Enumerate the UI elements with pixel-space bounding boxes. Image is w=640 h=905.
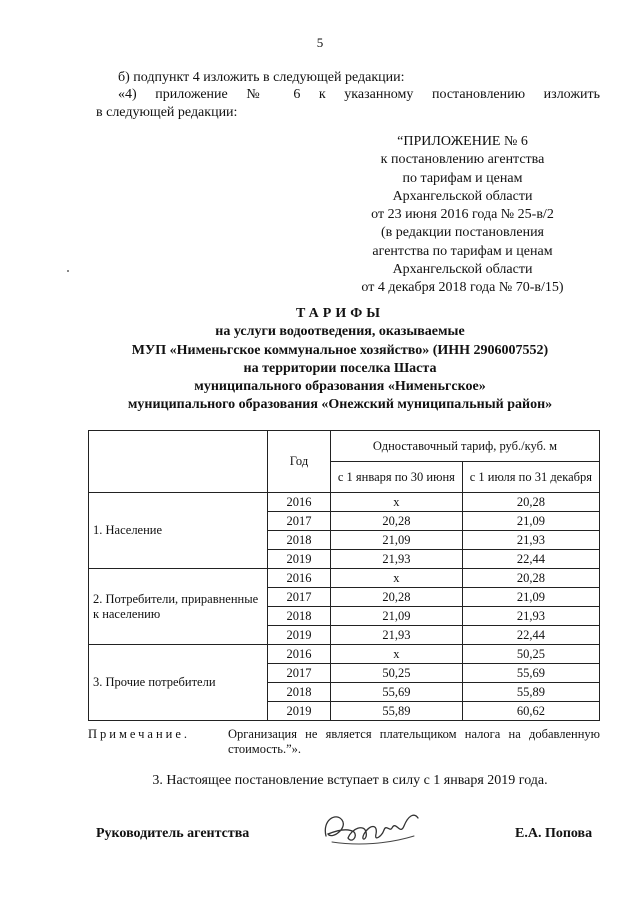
title-line: муниципального образования «Нименьгское» — [194, 379, 486, 395]
appendix-line: (в редакции постановления — [380, 225, 545, 241]
year-cell: 2018 — [268, 683, 331, 702]
tariff-h1-cell: 20,28 — [331, 512, 463, 531]
year-cell: 2019 — [268, 702, 331, 721]
tariff-h2-cell: 22,44 — [462, 626, 599, 645]
header-period-1: с 1 января по 30 июня — [331, 462, 463, 493]
title-main: ТАРИФЫ — [296, 306, 384, 321]
tariff-h1-cell: х — [331, 645, 463, 664]
effective-date-clause: 3. Настоящее постановление вступает в силу с 1 января 2019 года. — [152, 773, 548, 788]
tariff-table — [88, 430, 600, 721]
tariff-h1-cell: 50,25 — [331, 664, 463, 683]
intro-line-2: «4) приложение № 6 к указанному постановлению изложить — [118, 87, 600, 102]
year-cell: 2019 — [268, 626, 331, 645]
year-cell: 2017 — [268, 664, 331, 683]
appendix-line: агентства по тарифам и ценам — [372, 243, 553, 259]
tariff-h2-cell: 21,93 — [462, 531, 599, 550]
tariff-h2-cell: 55,69 — [462, 664, 599, 683]
tariff-h2-cell: 55,89 — [462, 683, 599, 702]
tariff-h1-cell: х — [331, 569, 463, 588]
year-cell: 2017 — [268, 588, 331, 607]
appendix-line: Архангельской области — [392, 188, 533, 204]
title-line: на территории поселка Шаста — [243, 360, 437, 376]
tariff-h2-cell: 22,44 — [462, 550, 599, 569]
appendix-line: по тарифам и ценам — [402, 170, 523, 186]
note-text: Организация не является плательщиком налога на добавленную стоимость.”». — [228, 727, 600, 756]
year-cell: 2019 — [268, 550, 331, 569]
tariff-h1-cell: 21,09 — [331, 531, 463, 550]
tariff-h1-cell: 21,93 — [331, 626, 463, 645]
tariff-h1-cell: 20,28 — [331, 588, 463, 607]
category-cell: 3. Прочие потребители — [89, 645, 268, 721]
appendix-line: от 4 декабря 2018 года № 70-в/15) — [361, 280, 564, 296]
intro-line-3: в следующей редакции: — [96, 105, 238, 120]
scan-dot — [67, 270, 69, 272]
appendix-line: к постановлению агентства — [380, 152, 545, 168]
year-cell: 2016 — [268, 569, 331, 588]
header-blank-cell — [89, 431, 268, 493]
intro-line-1: б) подпункт 4 изложить в следующей редакции: — [118, 70, 405, 85]
table-body — [89, 493, 600, 721]
tariff-h2-cell: 50,25 — [462, 645, 599, 664]
table-row — [89, 645, 600, 664]
year-cell: 2018 — [268, 607, 331, 626]
tariff-h1-cell: 55,69 — [331, 683, 463, 702]
document-title — [80, 305, 600, 415]
tariff-h2-cell: 21,09 — [462, 512, 599, 531]
header-year: Год — [268, 431, 331, 493]
tariff-h1-cell: 21,93 — [331, 550, 463, 569]
tariff-h2-cell: 60,62 — [462, 702, 599, 721]
signatory-position: Руководитель агентства — [96, 826, 250, 841]
tariff-h2-cell: 21,93 — [462, 607, 599, 626]
tariff-h2-cell: 21,09 — [462, 588, 599, 607]
category-cell: 1. Население — [89, 493, 268, 569]
note-label: Примечание. — [88, 727, 191, 741]
signatory-name: Е.А. Попова — [515, 826, 593, 841]
page-number: 5 — [316, 35, 324, 50]
header-period-2: с 1 июля по 31 декабря — [462, 462, 599, 493]
year-cell: 2016 — [268, 645, 331, 664]
header-tariff: Одноставочный тариф, руб./куб. м — [331, 431, 600, 462]
tariff-h1-cell: х — [331, 493, 463, 512]
tariff-h1-cell: 55,89 — [331, 702, 463, 721]
tariff-h2-cell: 20,28 — [462, 569, 599, 588]
tariff-h1-cell: 21,09 — [331, 607, 463, 626]
year-cell: 2017 — [268, 512, 331, 531]
table-row — [89, 569, 600, 588]
title-line: МУП «Нименьгское коммунальное хозяйство» (ИНН 2906007552) — [131, 342, 549, 358]
tariff-h2-cell: 20,28 — [462, 493, 599, 512]
appendix-line: от 23 июня 2016 года № 25-в/2 — [371, 207, 554, 223]
appendix-line: “ПРИЛОЖЕНИЕ № 6 — [397, 134, 528, 149]
appendix-block — [330, 133, 595, 298]
table-row — [89, 493, 600, 512]
year-cell: 2018 — [268, 531, 331, 550]
handwritten-signature — [318, 806, 428, 852]
title-line: на услуги водоотведения, оказываемые — [215, 324, 465, 340]
appendix-line: Архангельской области — [392, 262, 533, 278]
category-cell: 2. Потребители, приравненные к населению — [89, 569, 268, 645]
year-cell: 2016 — [268, 493, 331, 512]
title-line: муниципального образования «Онежский муниципальный район» — [127, 397, 553, 413]
